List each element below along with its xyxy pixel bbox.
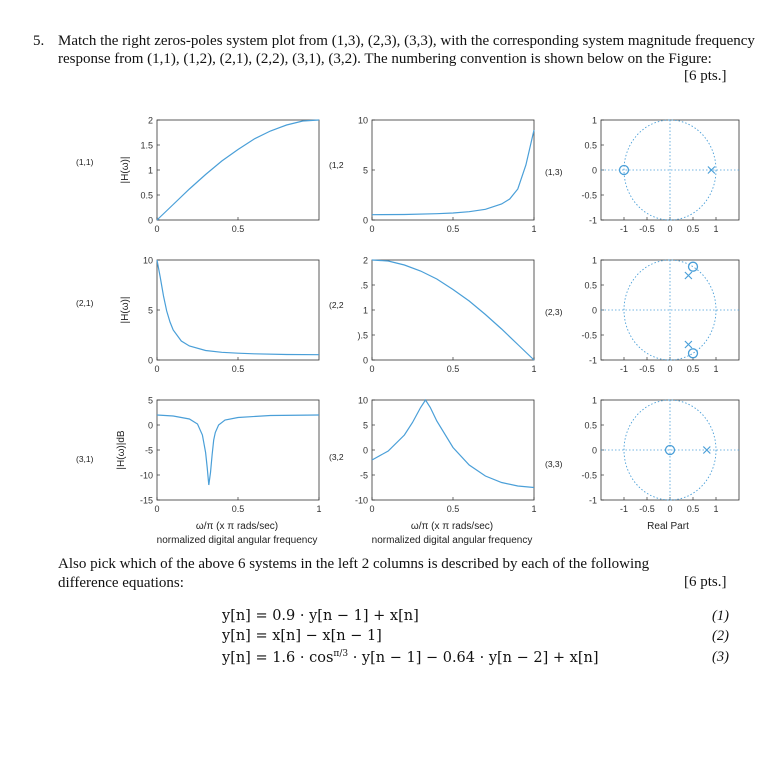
x-tick-label: 0.5	[446, 504, 460, 514]
y-axis-label: |H(ω)|	[120, 156, 131, 184]
y-tick-label: 1	[591, 255, 597, 266]
equation-2-number: (2)	[712, 628, 729, 644]
equation-1-number: (1)	[712, 608, 729, 624]
equation-1: y[n] = 0.9 · y[n − 1] + x[n]	[222, 608, 419, 624]
y-tick-label: .5	[360, 280, 368, 291]
series-line	[157, 260, 319, 355]
x-tick-label: 0	[369, 224, 375, 234]
series-line	[372, 130, 534, 215]
mid-label: (1,2	[329, 160, 344, 170]
y-tick-label: 0.5	[584, 140, 597, 151]
x-tick-label: 0.5	[686, 364, 700, 374]
x-tick-label: 1	[713, 224, 719, 234]
chart-12	[358, 116, 537, 235]
y-tick-label: 10	[357, 115, 368, 126]
y-tick-label: 0	[147, 215, 153, 226]
right-label: (3,3)	[545, 459, 563, 469]
chart-13	[581, 116, 739, 235]
chart-22	[357, 256, 536, 375]
chart-32	[355, 396, 537, 515]
y-tick-label: 0	[591, 165, 597, 176]
series-line	[372, 260, 534, 360]
y-tick-label: 1	[362, 305, 368, 316]
mid-label: (2,2	[329, 300, 344, 310]
x-tick-label: 0.5	[231, 504, 245, 514]
equation-3-fraction: π/3	[333, 649, 349, 659]
y-tick-label: 2	[147, 115, 153, 126]
y-tick-label: -1	[588, 215, 597, 226]
series-line	[157, 120, 319, 220]
y-tick-label: 0	[362, 215, 368, 226]
followup-points: [6 pts.]	[684, 574, 727, 590]
x-tick-label: -1	[619, 504, 629, 514]
question-line-1: Match the right zeros-poles system plot from (1,3), (2,3), (3,3), with the corresponding system magnitude frequency	[58, 33, 755, 49]
y-tick-label: 0	[147, 420, 153, 431]
chart-11	[140, 116, 319, 235]
chart-frame	[372, 260, 534, 360]
zero-marker	[689, 349, 698, 358]
y-tick-label: -15	[139, 495, 153, 506]
x-tick-label: -1	[619, 364, 629, 374]
question-line-2: response from (1,1), (1,2), (2,1), (2,2), (3,1), (3,2). The numbering convention is shown below on the Figure:	[58, 51, 712, 67]
pz-x-axis-label: Real Part	[647, 521, 689, 532]
y-tick-label: -1	[588, 355, 597, 366]
y-tick-label: 0.5	[584, 420, 597, 431]
x-tick-label: 0	[154, 224, 160, 234]
x-tick-label: 0.5	[686, 224, 700, 234]
x-tick-label: -1	[619, 224, 629, 234]
chart-33	[581, 396, 739, 515]
x-tick-label: 0	[667, 224, 673, 234]
x-tick-label: 0	[154, 364, 160, 374]
y-tick-label: 1.5	[140, 140, 153, 151]
x-tick-label: 1	[531, 364, 537, 374]
question-number: 5.	[33, 33, 45, 49]
x-tick-label: 1	[713, 364, 719, 374]
y-tick-label: -0.5	[581, 470, 597, 481]
chart-frame	[157, 120, 319, 220]
x-tick-label: -0.5	[639, 504, 655, 514]
y-axis-label: |H(ω)|	[120, 296, 131, 324]
row-label: (1,1)	[76, 157, 94, 167]
y-tick-label: ).5	[357, 330, 368, 341]
chart-21	[143, 256, 319, 375]
equation-3-number: (3)	[712, 649, 729, 665]
x-tick-label: 0	[369, 504, 375, 514]
y-axis-label-db: |H(ω)|dB	[116, 430, 127, 470]
y-tick-label: 0	[362, 445, 368, 456]
y-tick-label: 0	[147, 355, 153, 366]
x-tick-label: 0.5	[446, 364, 460, 374]
equation-2: y[n] = x[n] − x[n − 1]	[222, 628, 382, 644]
x-axis-label-1: ω/π (x π rads/sec)	[195, 521, 279, 532]
y-tick-label: 1	[147, 165, 153, 176]
x-tick-label: 0	[667, 504, 673, 514]
x-tick-label: 0	[667, 364, 673, 374]
x-tick-label: 0.5	[446, 224, 460, 234]
equation-3-part-b: · y[n − 1] − 0.64 · y[n − 2] + x[n]	[348, 649, 599, 666]
equation-3	[222, 649, 598, 666]
x-tick-label: 0	[369, 364, 375, 374]
pole-marker	[703, 447, 710, 454]
y-tick-label: 0	[591, 305, 597, 316]
chart-frame	[372, 400, 534, 500]
y-tick-label: -0.5	[581, 190, 597, 201]
x-tick-label: -0.5	[639, 364, 655, 374]
chart-frame	[157, 260, 319, 360]
x-tick-label: 1	[531, 224, 537, 234]
right-label: (1,3)	[545, 167, 563, 177]
y-tick-label: 0	[591, 445, 597, 456]
series-line	[372, 400, 534, 488]
y-tick-label: -10	[139, 470, 153, 481]
followup-line-1: Also pick which of the above 6 systems in the left 2 columns is described by each of the following	[58, 556, 650, 572]
y-tick-label: 5	[147, 305, 153, 316]
y-tick-label: 10	[142, 255, 153, 266]
y-tick-label: 5	[362, 420, 368, 431]
chart-23	[581, 256, 739, 375]
followup-line-2: difference equations:	[58, 575, 184, 591]
row-label: (3,1)	[76, 454, 94, 464]
x-tick-label: 1	[531, 504, 537, 514]
x-tick-label: -0.5	[639, 224, 655, 234]
y-tick-label: -1	[588, 495, 597, 506]
chart-31	[140, 396, 322, 515]
x-tick-label: 0.5	[231, 364, 245, 374]
y-tick-label: -5	[144, 445, 153, 456]
y-tick-label: 1	[591, 395, 597, 406]
y-tick-label: -0.5	[581, 330, 597, 341]
chart-frame	[372, 120, 534, 220]
x-tick-label: 0.5	[686, 504, 700, 514]
y-tick-label: 10	[357, 395, 368, 406]
x-tick-label: 0	[154, 504, 160, 514]
y-tick-label: 5	[147, 395, 153, 406]
y-tick-label: 2	[362, 255, 368, 266]
x-tick-label: 0.5	[231, 224, 245, 234]
y-tick-label: 0.5	[584, 280, 597, 291]
y-tick-label: 0.5	[140, 190, 153, 201]
mid-label: (3,2	[329, 452, 344, 462]
zero-marker	[689, 262, 698, 271]
x-axis-label-1: ω/π (x π rads/sec)	[410, 521, 494, 532]
x-axis-label-2: normalized digital angular frequency	[371, 535, 533, 546]
row-label: (2,1)	[76, 298, 94, 308]
y-tick-label: -5	[359, 470, 368, 481]
y-tick-label: 1	[591, 115, 597, 126]
y-tick-label: 0	[362, 355, 368, 366]
x-tick-label: 1	[713, 504, 719, 514]
y-tick-label: -10	[354, 495, 368, 506]
pole-marker	[685, 272, 692, 279]
equation-3-part-a: y[n] = 1.6 · cos	[222, 649, 334, 666]
x-tick-label: 1	[316, 504, 322, 514]
pole-marker	[685, 341, 692, 348]
series-line	[157, 415, 319, 485]
right-label: (2,3)	[545, 307, 563, 317]
y-tick-label: 5	[362, 165, 368, 176]
question-points: [6 pts.]	[684, 68, 727, 84]
x-axis-label-2: normalized digital angular frequency	[156, 535, 318, 546]
